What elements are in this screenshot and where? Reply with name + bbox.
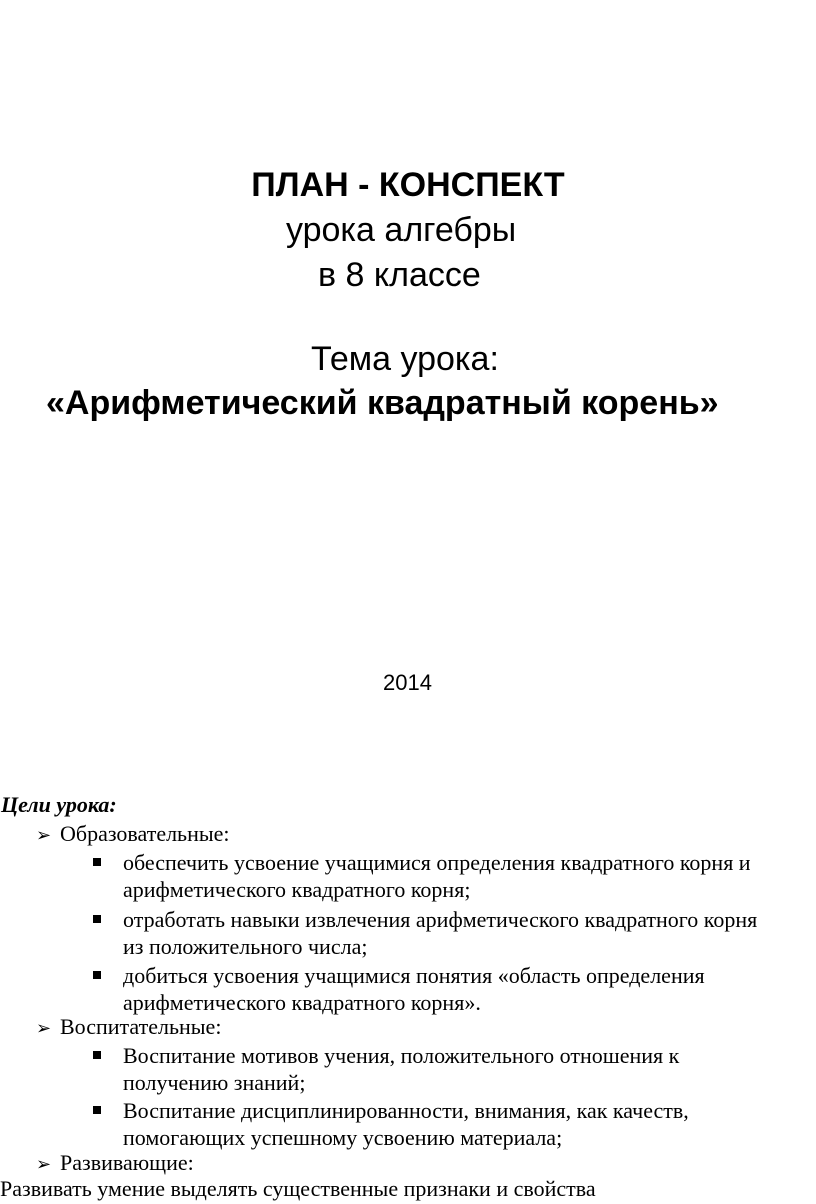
item-line: арифметического квадратного корня».: [123, 990, 481, 1015]
item-line: Воспитание мотивов учения, положительного отношения к: [123, 1043, 680, 1068]
section-label: Образовательные:: [60, 821, 230, 846]
section-label: Развивающие:: [60, 1150, 194, 1175]
document-title: ПЛАН - КОНСПЕКТ: [251, 166, 565, 204]
goals-heading: Цели урока:: [1, 792, 117, 817]
item-line: помогающих успешному усвоению материала;: [123, 1125, 563, 1150]
square-bullet-icon: [93, 971, 101, 979]
topic-label: Тема урока:: [311, 340, 499, 378]
paragraph-line: Развивать умение выделять существенные признаки и свойства: [0, 1176, 596, 1201]
topic-title: «Арифметический квадратный корень»: [46, 384, 719, 422]
arrow-bullet-icon: ➢: [36, 825, 52, 846]
square-bullet-icon: [93, 1051, 101, 1059]
section-label: Воспитательные:: [60, 1014, 222, 1039]
subtitle-subject: урока алгебры: [286, 211, 517, 249]
item-line: добиться усвоения учащимися понятия «область определения: [123, 963, 705, 988]
square-bullet-icon: [93, 858, 101, 866]
item-line: обеспечить усвоение учащимися определения квадратного корня и: [123, 850, 751, 875]
subtitle-grade: в 8 классе: [318, 256, 481, 294]
item-line: арифметического квадратного корня;: [123, 877, 471, 902]
square-bullet-icon: [93, 915, 101, 923]
year: 2014: [383, 670, 432, 695]
arrow-bullet-icon: ➢: [36, 1018, 52, 1039]
arrow-bullet-icon: ➢: [36, 1154, 52, 1175]
section-upbringing: [36, 1014, 221, 1040]
item-line: Воспитание дисциплинированности, внимания, как качеств,: [123, 1098, 689, 1123]
item-line: из положительного числа;: [123, 934, 368, 959]
section-developmental: [36, 1150, 194, 1176]
section-educational: [36, 821, 230, 847]
square-bullet-icon: [93, 1106, 101, 1114]
item-line: отработать навыки извлечения арифметического квадратного корня: [123, 907, 758, 932]
item-line: получению знаний;: [123, 1070, 306, 1095]
